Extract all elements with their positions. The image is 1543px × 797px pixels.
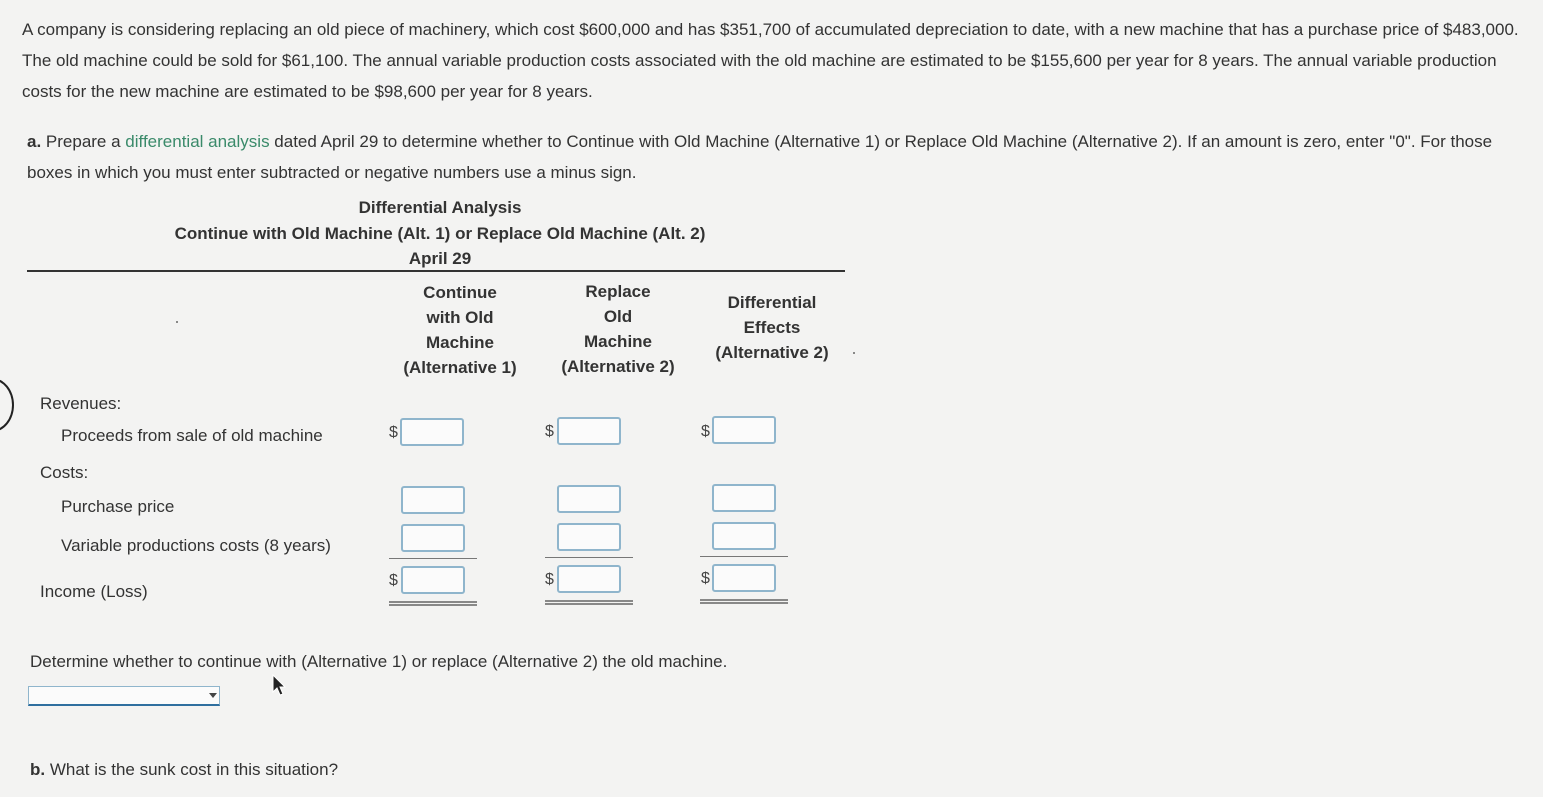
part-a-text-before: Prepare a xyxy=(41,132,126,151)
currency-symbol: $ xyxy=(545,423,554,440)
alt2-head-line3: Machine xyxy=(583,332,653,351)
income-diff-input[interactable] xyxy=(712,564,776,592)
total-double-rule xyxy=(389,601,477,606)
diff-head-line3: (Alternative 2) xyxy=(715,343,829,362)
currency-symbol: $ xyxy=(701,570,710,587)
proceeds-label: Proceeds from sale of old machine xyxy=(61,426,323,445)
alt1-head-line1: Continue xyxy=(423,283,497,302)
part-a-label: a. xyxy=(27,132,42,151)
part-a-instructions xyxy=(27,126,1517,188)
part-a-text-after: dated April 29 to determine whether to Continue with Old Machine (Alternative 1) or Replace Old Machine (Alternative 2). If an amount is zero, enter "0". For those boxes in which you must enter subtracted or negative numbers use a minus sign. xyxy=(27,132,1493,182)
revenues-label: Revenues: xyxy=(40,394,122,413)
decorative-dot xyxy=(853,352,855,354)
column-header-alt2 xyxy=(543,279,693,379)
currency-symbol: $ xyxy=(389,572,398,589)
decorative-dot xyxy=(176,321,178,323)
analysis-date: April 29 xyxy=(408,249,472,268)
variable-alt2-input[interactable] xyxy=(557,523,621,551)
differential-analysis-link[interactable]: differential analysis xyxy=(125,132,270,151)
variable-alt1-input[interactable] xyxy=(401,524,465,552)
analysis-subtitle: Continue with Old Machine (Alt. 1) or Replace Old Machine (Alt. 2) xyxy=(174,224,706,243)
mouse-cursor-icon xyxy=(272,674,288,698)
diff-head-line1: Differential xyxy=(727,293,817,312)
diff-head-line2: Effects xyxy=(743,318,801,337)
income-loss-label: Income (Loss) xyxy=(40,582,148,601)
column-header-alt1 xyxy=(385,280,535,380)
subtotal-rule xyxy=(389,558,477,559)
purchase-alt1-input[interactable] xyxy=(401,486,465,514)
subtotal-rule xyxy=(545,557,633,558)
purchase-price-label: Purchase price xyxy=(61,497,175,516)
chevron-down-icon xyxy=(209,693,217,698)
alternative-select[interactable] xyxy=(28,686,220,706)
total-double-rule xyxy=(545,600,633,605)
proceeds-diff-input[interactable] xyxy=(712,416,776,444)
determine-question: Determine whether to continue with (Alternative 1) or replace (Alternative 2) the old machine. xyxy=(30,652,728,671)
costs-label: Costs: xyxy=(40,463,89,482)
proceeds-alt1-input[interactable] xyxy=(400,418,464,446)
alt2-head-line1: Replace xyxy=(585,282,651,301)
part-b-question xyxy=(30,760,338,780)
variable-costs-label: Variable productions costs (8 years) xyxy=(61,536,331,555)
alt1-head-line4: (Alternative 1) xyxy=(403,358,517,377)
currency-symbol: $ xyxy=(389,424,398,441)
alt2-head-line2: Old xyxy=(603,307,633,326)
income-alt1-input[interactable] xyxy=(401,566,465,594)
alt1-head-line3: Machine xyxy=(425,333,495,352)
part-b-label: b. xyxy=(30,760,46,779)
currency-symbol: $ xyxy=(545,571,554,588)
header-rule xyxy=(27,270,845,272)
income-alt2-input[interactable] xyxy=(557,565,621,593)
part-b-text: What is the sunk cost in this situation? xyxy=(45,760,339,779)
analysis-title: Differential Analysis xyxy=(358,198,522,217)
purchase-diff-input[interactable] xyxy=(712,484,776,512)
alt2-head-line4: (Alternative 2) xyxy=(561,357,675,376)
purchase-alt2-input[interactable] xyxy=(557,485,621,513)
decorative-arc xyxy=(0,378,14,432)
subtotal-rule xyxy=(700,556,788,557)
proceeds-alt2-input[interactable] xyxy=(557,417,621,445)
currency-symbol: $ xyxy=(701,423,710,440)
alt1-head-line2: with Old xyxy=(426,308,494,327)
variable-diff-input[interactable] xyxy=(712,522,776,550)
problem-statement: A company is considering replacing an old piece of machinery, which cost $600,000 and has $351,700 of accumulated depreciation to date, with a new machine that has a purchase price of $483,000. The old machine could be sold for $61,100. The annual variable production costs associated with the old machine are estimated to be $155,600 per year for 8 years. The annual variable production costs for the new machine are estimated to be $98,600 per year for 8 years. xyxy=(22,20,1519,101)
total-double-rule xyxy=(700,599,788,604)
column-header-diff xyxy=(697,290,847,365)
